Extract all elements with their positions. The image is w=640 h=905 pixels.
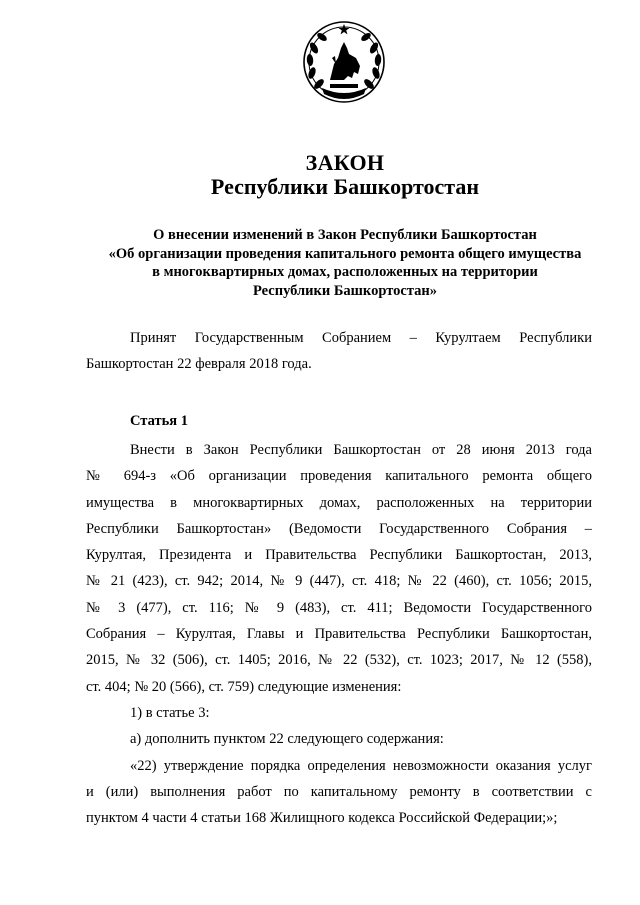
- heading-line: в многоквартирных домах, расположенных на территории: [152, 264, 538, 280]
- body-line: 1) в статье 3:: [130, 704, 210, 721]
- heading-line: Республики Башкортостан»: [253, 282, 437, 299]
- document-subtitle: Республики Башкортостан: [210, 174, 480, 199]
- document-title: ЗАКОН: [305, 150, 385, 175]
- body-line: а) дополнить пунктом 22 следующего содержания:: [130, 731, 444, 748]
- body-line: Республики Башкортостан» (Ведомости Государственного Собрания –: [86, 520, 592, 537]
- adoption-paragraph: [86, 325, 592, 378]
- body-line: и (или) выполнения работ по капитальному ремонту в соответствии с: [86, 783, 592, 800]
- body-line: Курултая, Президента и Правительства Республики Башкортостан, 2013,: [86, 547, 592, 564]
- body-line: имущества в многоквартирных домах, расположенных на территории: [86, 494, 592, 511]
- body-line: № 3 (477), ст. 116; № 9 (483), ст. 411; Ведомости Государственного: [86, 599, 592, 616]
- heading-line: «Об организации проведения капитального ремонта общего имущества: [108, 245, 582, 262]
- body-line: «22) утверждение порядка определения невозможности оказания услуг: [130, 757, 592, 774]
- heading-line: О внесении изменений в Закон Республики Башкортостан: [153, 227, 537, 243]
- adoption-line: Башкортостан 22 февраля 2018 года.: [86, 356, 312, 373]
- body-line: ст. 404; № 20 (566), ст. 759) следующие изменения:: [86, 678, 402, 695]
- body-line: пунктом 4 части 4 статьи 168 Жилищного кодекса Российской Федерации;»;: [86, 810, 558, 827]
- body-line: Внести в Закон Республики Башкортостан от 28 июня 2013 года: [130, 442, 592, 458]
- article-title: Статья 1: [130, 413, 188, 429]
- adoption-line: Принят Государственным Собранием – Курултаем Республики: [130, 330, 592, 346]
- body-line: 2015, № 32 (506), ст. 1405; 2016, № 22 (532), ст. 1023; 2017, № 12 (558),: [86, 652, 592, 669]
- article-body: [86, 437, 592, 831]
- body-line: № 694-з «Об организации проведения капитального ремонта общего: [86, 468, 592, 485]
- body-line: № 21 (423), ст. 942; 2014, № 9 (447), ст. 418; № 22 (460), ст. 1056; 2015,: [86, 573, 592, 590]
- law-heading: [0, 226, 640, 300]
- coat-of-arms-icon: [300, 18, 388, 110]
- body-line: Собрания – Курултая, Главы и Правительства Республики Башкортостан,: [86, 626, 592, 643]
